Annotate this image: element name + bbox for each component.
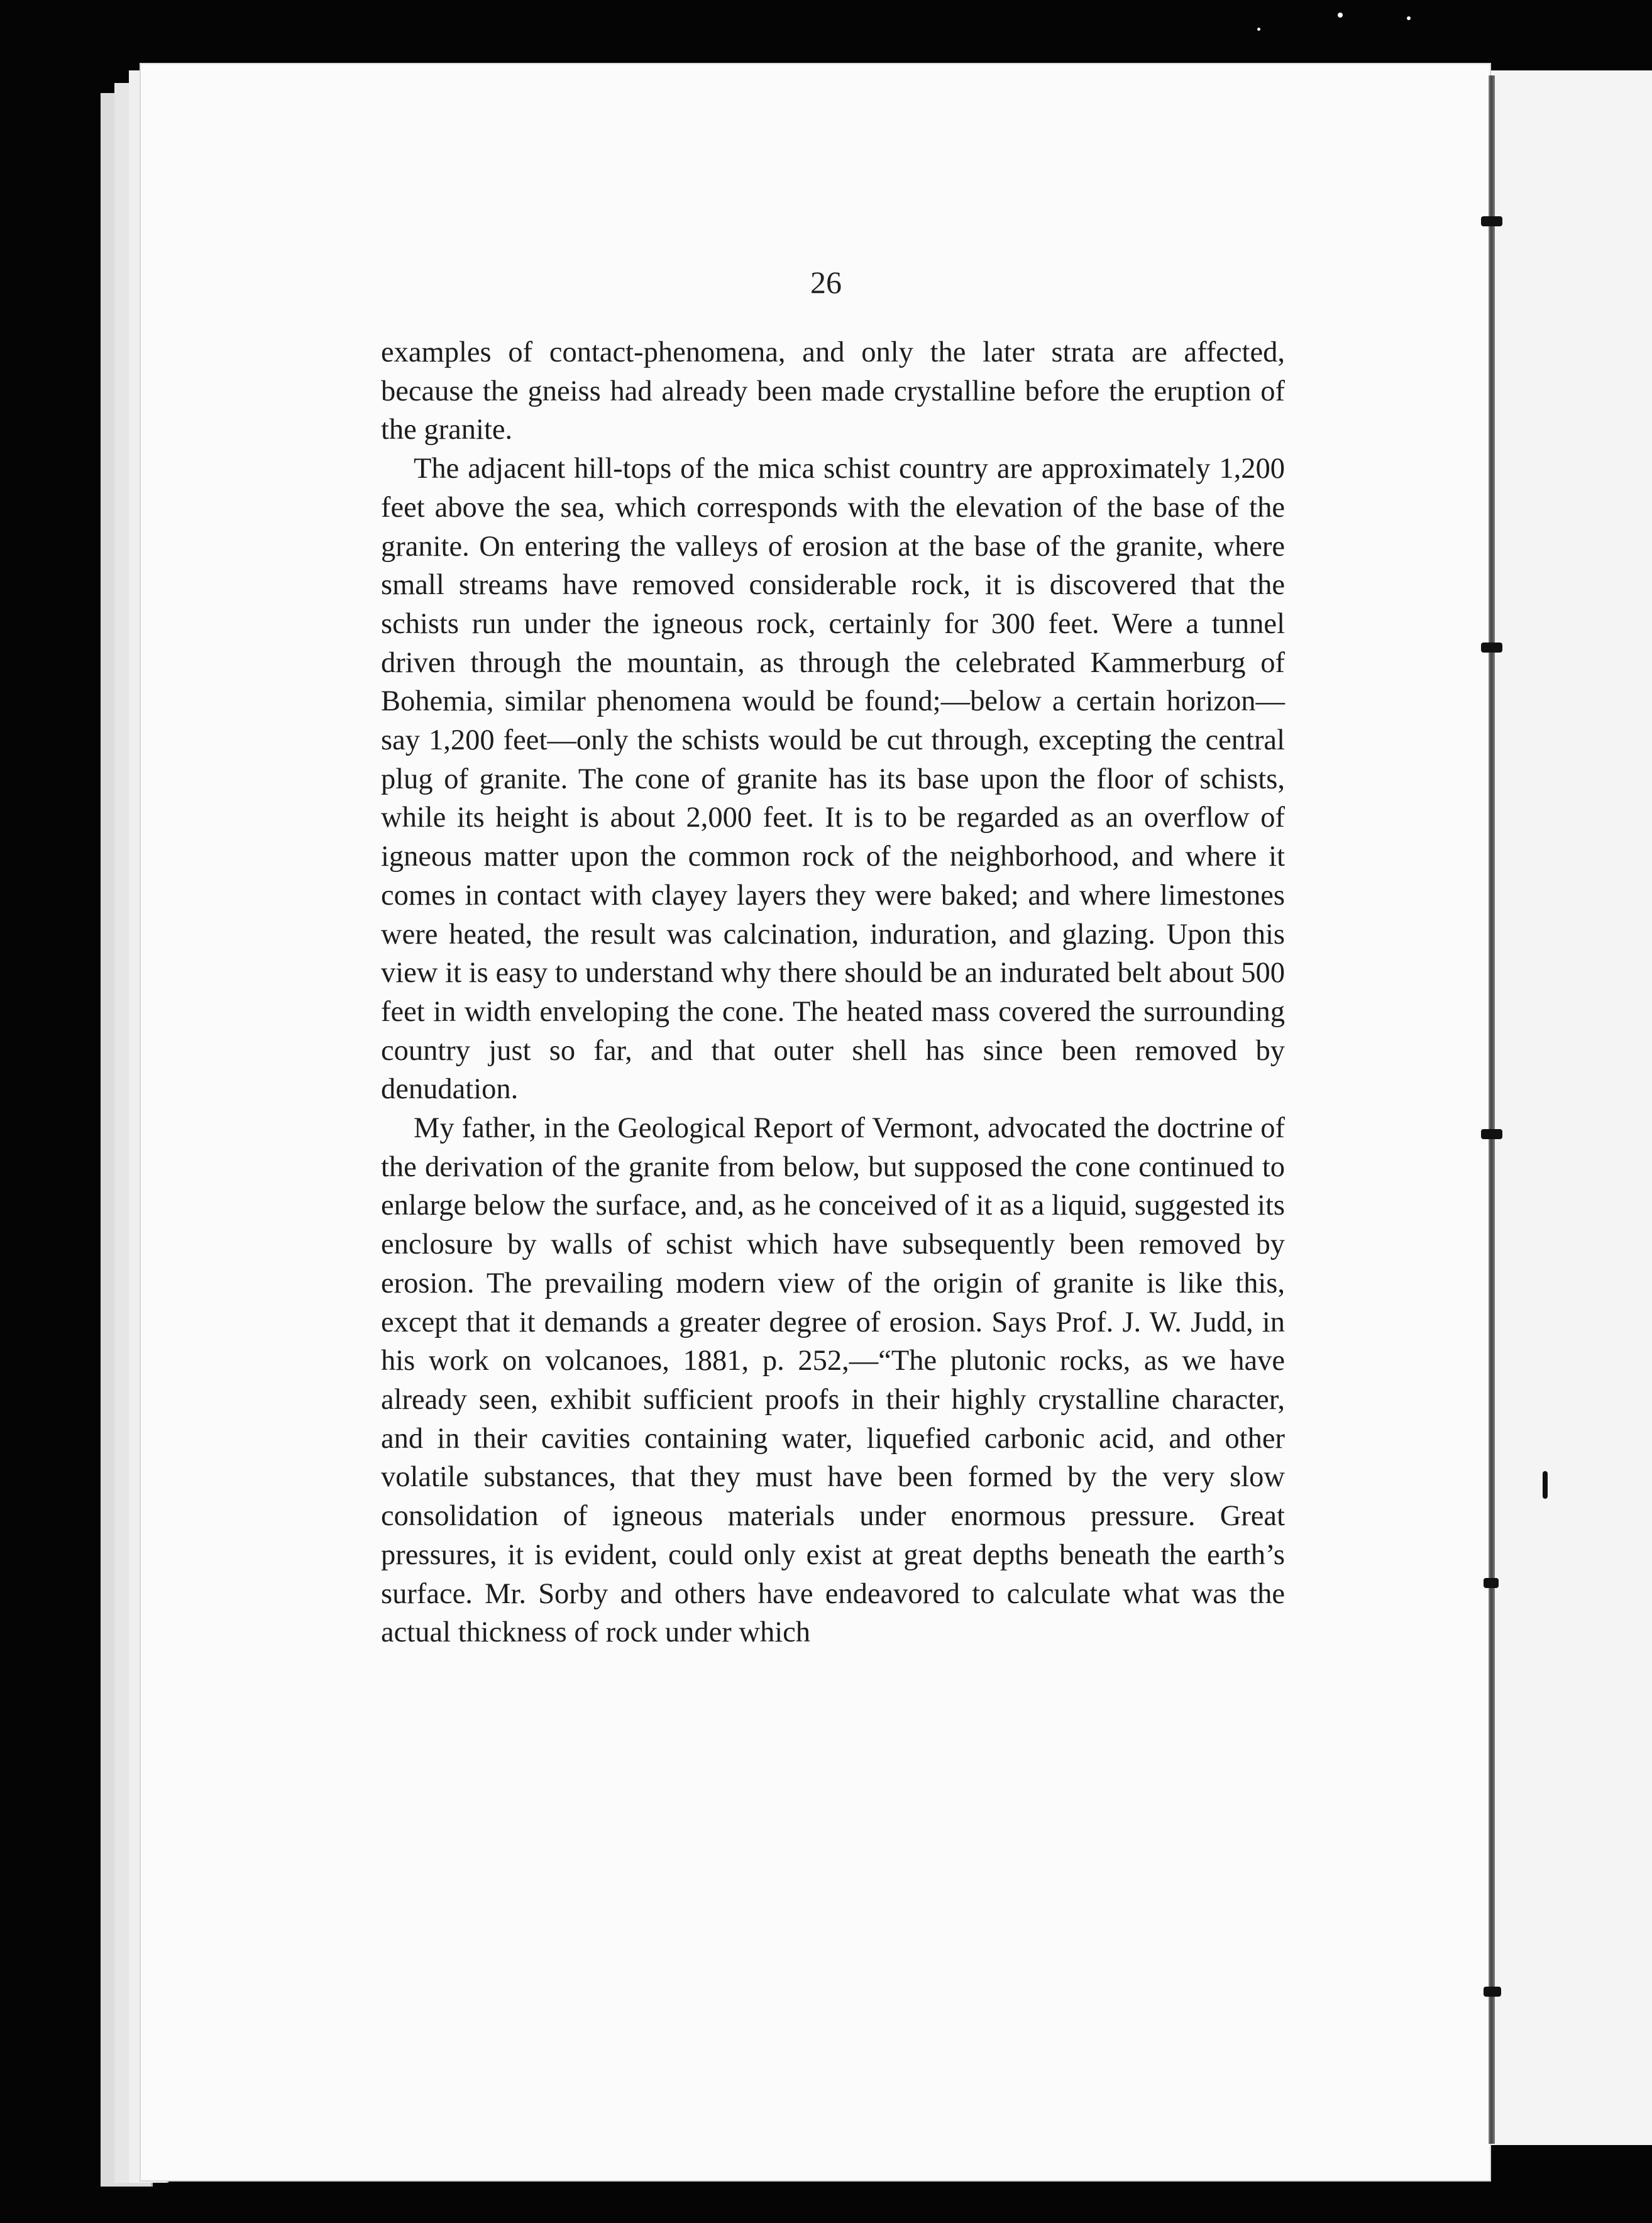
page-number: 26 xyxy=(810,265,842,300)
binding-spine xyxy=(1489,75,1495,2144)
binding-stitch xyxy=(1481,1129,1502,1139)
facing-page-edge xyxy=(1491,70,1652,2145)
body-text xyxy=(381,333,1285,1652)
paragraph: examples of contact-phenomena, and only the later strata are affected, because the gneiss had already been made crystalline before the eruption of the granite. xyxy=(381,336,1285,446)
scan-speck xyxy=(1257,28,1260,31)
binding-stitch xyxy=(1481,216,1502,226)
binding-stitch xyxy=(1481,643,1502,653)
binding-stitch xyxy=(1484,1578,1499,1588)
binding-mark xyxy=(1543,1471,1548,1499)
scan-speck xyxy=(1407,16,1411,20)
binding-stitch xyxy=(1484,1987,1501,1997)
paragraph: The adjacent hill-tops of the mica schist country are approximately 1,200 feet above the sea, which corresponds with the elevation of the base of the granite. On entering the valleys of erosion at the base of the granite, where small streams have removed considerable rock, it is discovered that the schists run under the igneous rock, certainly for 300 feet. Were a tunnel driven through the mountain, as through the celebrated Kammerburg of Bohemia, similar phenomena would be found;—below a certain horizon—say 1,200 feet—only the schists would be cut through, excepting the central plug of granite. The cone of granite has its base upon the floor of schists, while its height is about 2,000 feet. It is to be regarded as an overflow of igneous matter upon the common rock of the neighborhood, and where it comes in contact with clayey layers they were baked; and where limestones were heated, the result was calcination, induration, and glazing. Upon this view it is easy to understand why there should be an indurated belt about 500 feet in width enveloping the cone. The heated mass covered the surrounding country just so far, and that outer shell has since been removed by denudation. xyxy=(381,453,1285,1106)
paragraph: My father, in the Geological Report of Vermont, advocated the doctrine of the derivation of the granite from below, but supposed the cone continued to enlarge below the surface, and, as he conceived of it as a liquid, suggested its enclosure by walls of schist which have subsequently been removed by erosion. The prevailing modern view of the origin of granite is like this, except that it demands a greater degree of erosion. Says Prof. J. W. Judd, in his work on volcanoes, 1881, p. 252,—“The plutonic rocks, as we have already seen, exhibit sufficient proofs in their highly crystalline character, and in their cavities containing water, liquefied carbonic acid, and other volatile substances, that they must have been formed by the very slow consolidation of igneous materials under enormous pressure. Great pressures, it is evident, could only exist at great depths beneath the earth’s surface. Mr. Sorby and others have endeavored to calculate what was the actual thickness of rock under which xyxy=(381,1112,1285,1649)
scan-speck xyxy=(1338,13,1343,18)
